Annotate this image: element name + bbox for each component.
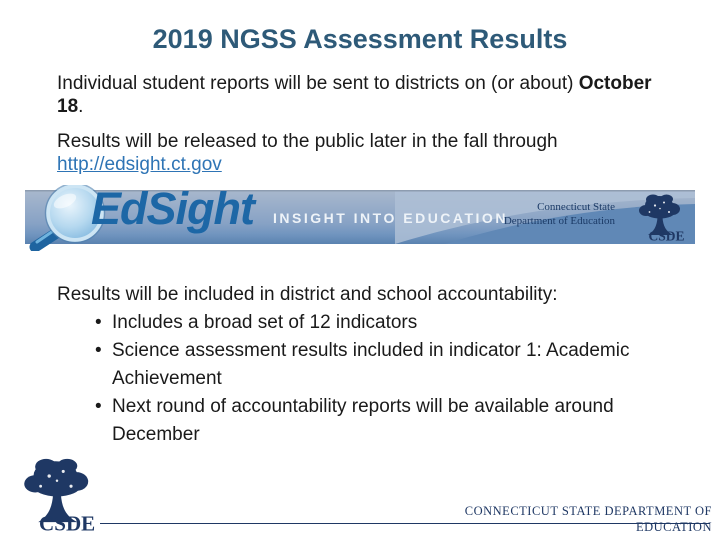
bullet-item bbox=[57, 309, 665, 337]
agency-line: Department of Education bbox=[503, 215, 615, 227]
csde-logo-icon bbox=[631, 192, 689, 242]
bullet-text: Next round of accountability reports will be available around December bbox=[112, 396, 614, 445]
paragraph-text: Individual student reports will be sent to districts on (or about) bbox=[57, 73, 579, 94]
date-emphasis: October 18 bbox=[57, 73, 652, 117]
edsight-logo-text: EdSight bbox=[91, 183, 254, 234]
banner-agency-text bbox=[504, 200, 615, 228]
bullet-text: Science assessment results included in indicator 1: Academic Achievement bbox=[112, 340, 630, 389]
banner-tagline: INSIGHT INTO EDUCATION bbox=[273, 210, 508, 226]
paragraph-text: Results will be released to the public later in the fall through bbox=[57, 131, 558, 152]
accountability-block bbox=[57, 281, 665, 449]
edsight-link[interactable]: http://edsight.ct.gov bbox=[57, 154, 222, 175]
agency-line: Connecticut State bbox=[537, 201, 615, 213]
paragraph-public-release bbox=[57, 130, 657, 176]
slide-title: 2019 NGSS Assessment Results bbox=[152, 24, 568, 54]
bullet-text: Includes a broad set of 12 indicators bbox=[112, 312, 418, 333]
intro-text-block bbox=[57, 72, 657, 188]
paragraph-accountability: Results will be included in district and school accountability: bbox=[57, 284, 558, 305]
footer-line: CONNECTICUT STATE DEPARTMENT OF bbox=[464, 504, 712, 518]
csde-footer-logo-icon bbox=[12, 455, 102, 533]
bullet-list bbox=[57, 309, 665, 449]
footer-agency-name bbox=[465, 503, 712, 535]
bullet-item bbox=[57, 393, 665, 449]
bullet-item bbox=[57, 337, 665, 393]
paragraph-student-reports bbox=[57, 72, 657, 118]
paragraph-text: . bbox=[78, 96, 84, 117]
edsight-banner bbox=[25, 183, 695, 244]
footer-line: EDUCATION bbox=[635, 520, 712, 534]
